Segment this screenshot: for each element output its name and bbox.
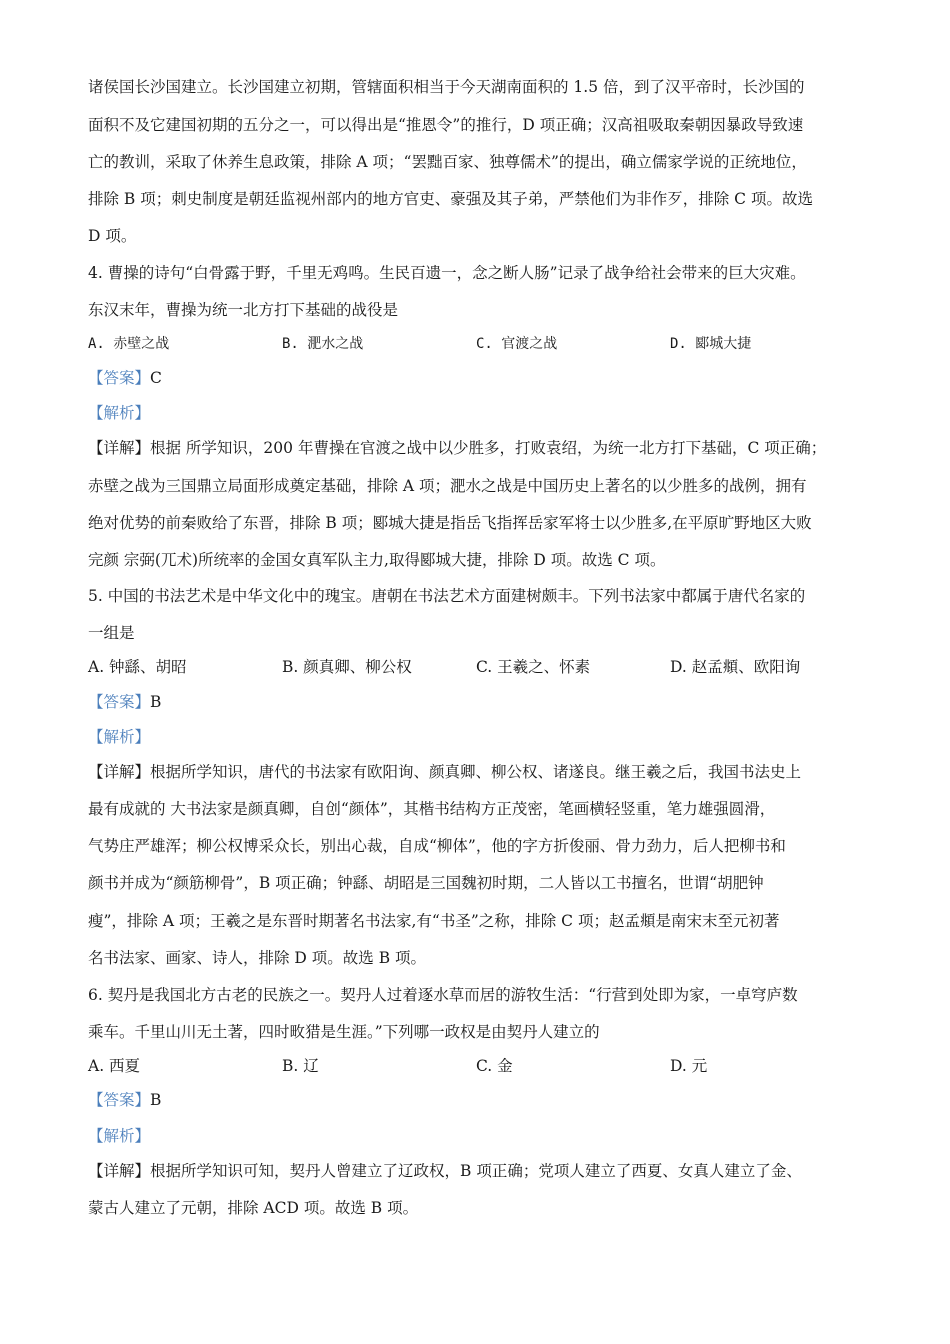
q6-detail-line: 蒙古人建立了元朝，排除 ACD 项。故选 B 项。: [88, 1199, 419, 1217]
q5-option-b: B. 颜真卿、柳公权: [282, 658, 412, 676]
q6-option-c: C. 金: [476, 1057, 513, 1075]
q4-detail-line: 【详解】根据 所学知识，200 年曹操在官渡之战中以少胜多，打败袁绍，为统一北方打下基础，C 项正确；: [88, 439, 827, 457]
intro-line: 亡的教训，采取了休养生息政策，排除 A 项；“罢黜百家、独尊儒术”的提出，确立儒家学说的正统地位，: [88, 153, 807, 171]
q4-analysis-label: 【解析】: [88, 404, 151, 422]
q4-option-c: C. 官渡之战: [476, 336, 558, 352]
q4-option-a: A. 赤壁之战: [88, 336, 170, 352]
intro-line: 诸侯国长沙国建立。长沙国建立初期，管辖面积相当于今天湖南面积的 1.5 倍，到了汉平帝时，长沙国的: [88, 78, 805, 96]
answer-label: 【答案】: [88, 369, 151, 387]
q6-option-a: A. 西夏: [88, 1057, 141, 1075]
q6-stem-line: 乘车。千里山川无土著，四时畋猎是生涯。”下列哪一政权是由契丹人建立的: [88, 1023, 600, 1041]
q4-stem-line: 东汉末年，曹操为统一北方打下基础的战役是: [88, 301, 399, 319]
q4-stem-line: 4. 曹操的诗句“白骨露于野，千里无鸡鸣。生民百遗一，念之断人肠”记录了战争给社会带来的巨大灾难。: [88, 264, 806, 282]
q5-option-d: D. 赵孟頫、欧阳询: [670, 658, 801, 676]
q6-answer-row: [88, 1090, 161, 1110]
q5-detail-line: 瘦”，排除 A 项；王羲之是东晋时期著名书法家,有“书圣”之称，排除 C 项；赵孟頫是南宋末至元初著: [88, 912, 780, 930]
q6-option-b: B. 辽: [282, 1057, 319, 1075]
q5-detail-line: 最有成就的 大书法家是颜真卿，自创“颜体”，其楷书结构方正茂密，笔画横轻竖重，笔力雄强圆滑，: [88, 800, 776, 818]
q4-option-d: D. 郾城大捷: [670, 336, 752, 352]
q4-answer: C: [150, 369, 162, 387]
q4-answer-row: [88, 368, 162, 388]
q4-detail-line: 赤壁之战为三国鼎立局面形成奠定基础，排除 A 项；淝水之战是中国历史上著名的以少胜多的战例，拥有: [88, 477, 807, 495]
q5-detail-line: 名书法家、画家、诗人，排除 D 项。故选 B 项。: [88, 949, 427, 967]
q6-stem-line: 6. 契丹是我国北方古老的民族之一。契丹人过着逐水草而居的游牧生活：“行营到处即为家，一卓穹庐数: [88, 986, 798, 1004]
q4-option-b: B. 淝水之战: [282, 336, 364, 352]
q6-detail-line: 【详解】根据所学知识可知，契丹人曾建立了辽政权，B 项正确；党项人建立了西夏、女真人建立了金、: [88, 1162, 802, 1180]
q5-option-a: A. 钟繇、胡昭: [88, 658, 187, 676]
q5-detail-line: 【详解】根据所学知识，唐代的书法家有欧阳询、颜真卿、柳公权、诸遂良。继王羲之后，我国书法史上: [88, 763, 802, 781]
intro-line: 面积不及它建国初期的五分之一，可以得出是“推恩令”的推行，D 项正确；汉高祖吸取秦朝因暴政导致速: [88, 116, 804, 134]
q4-detail-line: 绝对优势的前秦败给了东晋，排除 B 项；郾城大捷是指岳飞指挥岳家军将士以少胜多,在平原旷野地区大败: [88, 514, 812, 532]
q5-detail-line: 气势庄严雄浑；柳公权博采众长，别出心裁，自成“柳体”，他的字方折俊丽、骨力劲力，后人把柳书和: [88, 837, 786, 855]
q5-detail-line: 颜书并成为“颜筋柳骨”，B 项正确；钟繇、胡昭是三国魏初时期，二人皆以工书擅名，世谓“胡肥钟: [88, 874, 764, 892]
q6-answer: B: [150, 1091, 162, 1109]
intro-line: 排除 B 项；刺史制度是朝廷监视州部内的地方官吏、豪强及其子弟，严禁他们为非作歹，排除 C 项。故选: [88, 190, 813, 208]
q6-option-d: D. 元: [670, 1057, 708, 1075]
q6-analysis-label: 【解析】: [88, 1127, 151, 1145]
q5-answer: B: [150, 693, 162, 711]
q4-detail-line: 完颜 宗弼(兀术)所统率的金国女真军队主力,取得郾城大捷，排除 D 项。故选 C 项。: [88, 551, 666, 569]
answer-label: 【答案】: [88, 693, 151, 711]
q5-analysis-label: 【解析】: [88, 728, 151, 746]
q5-option-c: C. 王羲之、怀素: [476, 658, 591, 676]
q5-stem-line: 5. 中国的书法艺术是中华文化中的瑰宝。唐朝在书法艺术方面建树颇丰。下列书法家中都属于唐代名家的: [88, 587, 806, 605]
q5-answer-row: [88, 692, 161, 712]
answer-label: 【答案】: [88, 1091, 151, 1109]
q5-stem-line: 一组是: [88, 624, 135, 642]
intro-line: D 项。: [88, 227, 137, 245]
